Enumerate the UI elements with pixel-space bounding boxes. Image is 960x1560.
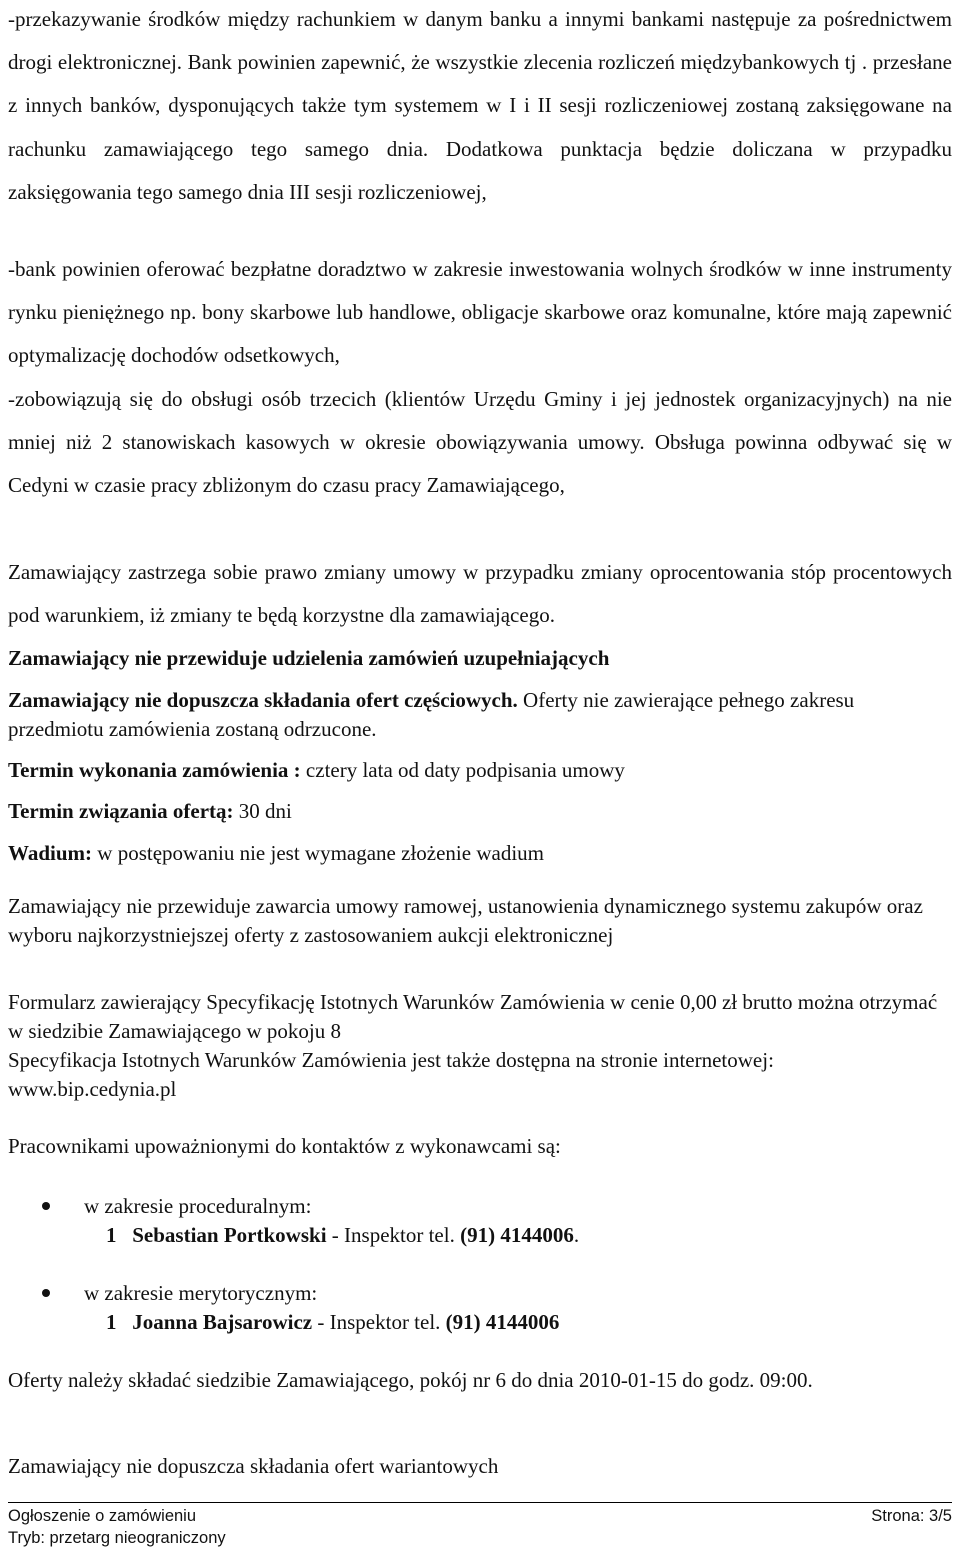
deposit-value: w postępowaniu nie jest wymagane złożenie wadium xyxy=(92,841,544,865)
paragraph-cash-service xyxy=(8,378,952,508)
footer-row xyxy=(8,1505,952,1527)
contact-substantive-person xyxy=(106,1308,559,1337)
paragraph-settlements-part2: Dodatkowa punktacja będzie doliczana w przypadku zaksięgowania tego samego dnia III sesji rozliczeniowej, xyxy=(8,136,952,204)
paragraph-cash-service-part2: Obsługa powinna odbywać się w Cedyni w czasie pracy zbliżonym do czasu pracy Zamawiającego, xyxy=(8,430,952,498)
contact-substantive-phone: (91) 4144006 xyxy=(445,1310,560,1334)
binding-term xyxy=(8,797,952,826)
footer-page-number: Strona: 3/5 xyxy=(871,1507,952,1525)
binding-term-label: Termin związania ofertą: xyxy=(8,799,234,823)
paragraph-advisory-part2: bony skarbowe lub handlowe, obligacje skarbowe oraz komunalne, które mają zapewnić optymalizację dochodów odsetkowych, xyxy=(8,300,953,368)
contact-procedural-name: Sebastian Portkowski xyxy=(132,1223,327,1247)
contact-procedural-number: 1 xyxy=(106,1223,117,1247)
framework-agreement: Zamawiający nie przewiduje zawarcia umowy ramowej, ustanowienia dynamicznego systemu zakupów oraz wyboru najkorzystniejszej oferty z zastosowaniem aukcji elektronicznej xyxy=(8,894,923,947)
execution-term xyxy=(8,756,952,785)
paragraph-cash-service-part1: -zobowiązują się do obsługi osób trzecich (klientów Urzędu Gminy i jej jednostek organizacyjnych) na nie mniej niż 2 stanowiskach kasowych w okresie obowiązywania umowy. xyxy=(8,387,952,455)
offer-deadline: Oferty należy składać siedzibie Zamawiającego, pokój nr 6 do dnia 2010-01-15 do godz. 09:00. xyxy=(8,1368,813,1392)
execution-term-value: cztery lata od daty podpisania umowy xyxy=(300,758,625,782)
partial-offers-bold: Zamawiający nie dopuszcza składania ofert częściowych. xyxy=(8,688,518,712)
paragraph-settlements xyxy=(8,0,952,214)
specification-form: Formularz zawierający Specyfikację Istotnych Warunków Zamówienia w cenie 0,00 zł brutto można otrzymać w siedzibie Zamawiającego w pokoju 8 xyxy=(8,990,938,1043)
contact-substantive-name: Joanna Bajsarowicz xyxy=(132,1310,313,1334)
contact-procedural-tail: . xyxy=(573,1223,580,1247)
contact-substantive-scope: w zakresie merytorycznym: xyxy=(84,1281,318,1305)
contact-procedural-phone: (91) 4144006 xyxy=(460,1223,574,1247)
paragraph-advisory-part1: -bank powinien oferować bezpłatne doradztwo w zakresie inwestowania wolnych środków w inne instrumenty rynku pieniężnego np. xyxy=(8,257,952,325)
contact-substantive-number: 1 xyxy=(106,1310,117,1334)
footer-mode: Tryb: przetarg nieograniczony xyxy=(8,1529,226,1547)
bullet-icon xyxy=(42,1289,50,1297)
deposit xyxy=(8,839,952,868)
partial-offers xyxy=(8,686,952,744)
contacts-intro: Pracownikami upoważnionymi do kontaktów z wykonawcami są: xyxy=(8,1134,561,1158)
footer-title: Ogłoszenie o zamówieniu xyxy=(8,1507,197,1525)
specification-online xyxy=(8,1046,952,1104)
partial-offers-rest: Oferty nie zawierające pełnego zakresu przedmiotu zamówienia zostaną odrzucone. xyxy=(8,688,855,741)
contact-procedural-scope: w zakresie proceduralnym: xyxy=(84,1194,312,1218)
contact-procedural-person xyxy=(106,1221,579,1250)
paragraph-contract-change: Zamawiający zastrzega sobie prawo zmiany umowy w przypadku zmiany oprocentowania stóp procentowych pod warunkiem, iż zmiany te będą korzystne dla zamawiającego. xyxy=(8,560,952,628)
no-supplementary-orders: Zamawiający nie przewiduje udzielenia zamówień uzupełniających xyxy=(8,646,610,670)
specification-url: www.bip.cedynia.pl xyxy=(8,1077,177,1101)
paragraph-settlements-part1: -przekazywanie środków między rachunkiem w danym banku a innymi bankami następuje za pośrednictwem drogi elektronicznej. Bank powinien zapewnić, że wszystkie zlecenia rozliczeń międzybankowych tj . przesłane z innych banków, dysponujących także tym systemem w I i II sesji rozliczeniowej zostaną zaksięgowane na rachunku zamawiającego tego samego dnia. xyxy=(8,7,952,161)
contact-procedural-role: - Inspektor tel. xyxy=(326,1223,461,1247)
variant-offers: Zamawiający nie dopuszcza składania ofert wariantowych xyxy=(8,1454,499,1478)
binding-term-value: 30 dni xyxy=(233,799,292,823)
specification-online-text: Specyfikacja Istotnych Warunków Zamówienia jest także dostępna na stronie internetowej: xyxy=(8,1048,774,1072)
contact-substantive-role: - Inspektor tel. xyxy=(312,1310,446,1334)
paragraph-advisory xyxy=(8,248,952,378)
execution-term-label: Termin wykonania zamówienia : xyxy=(8,758,301,782)
page-footer xyxy=(8,1502,952,1549)
deposit-label: Wadium: xyxy=(8,841,93,865)
bullet-icon xyxy=(42,1202,50,1210)
